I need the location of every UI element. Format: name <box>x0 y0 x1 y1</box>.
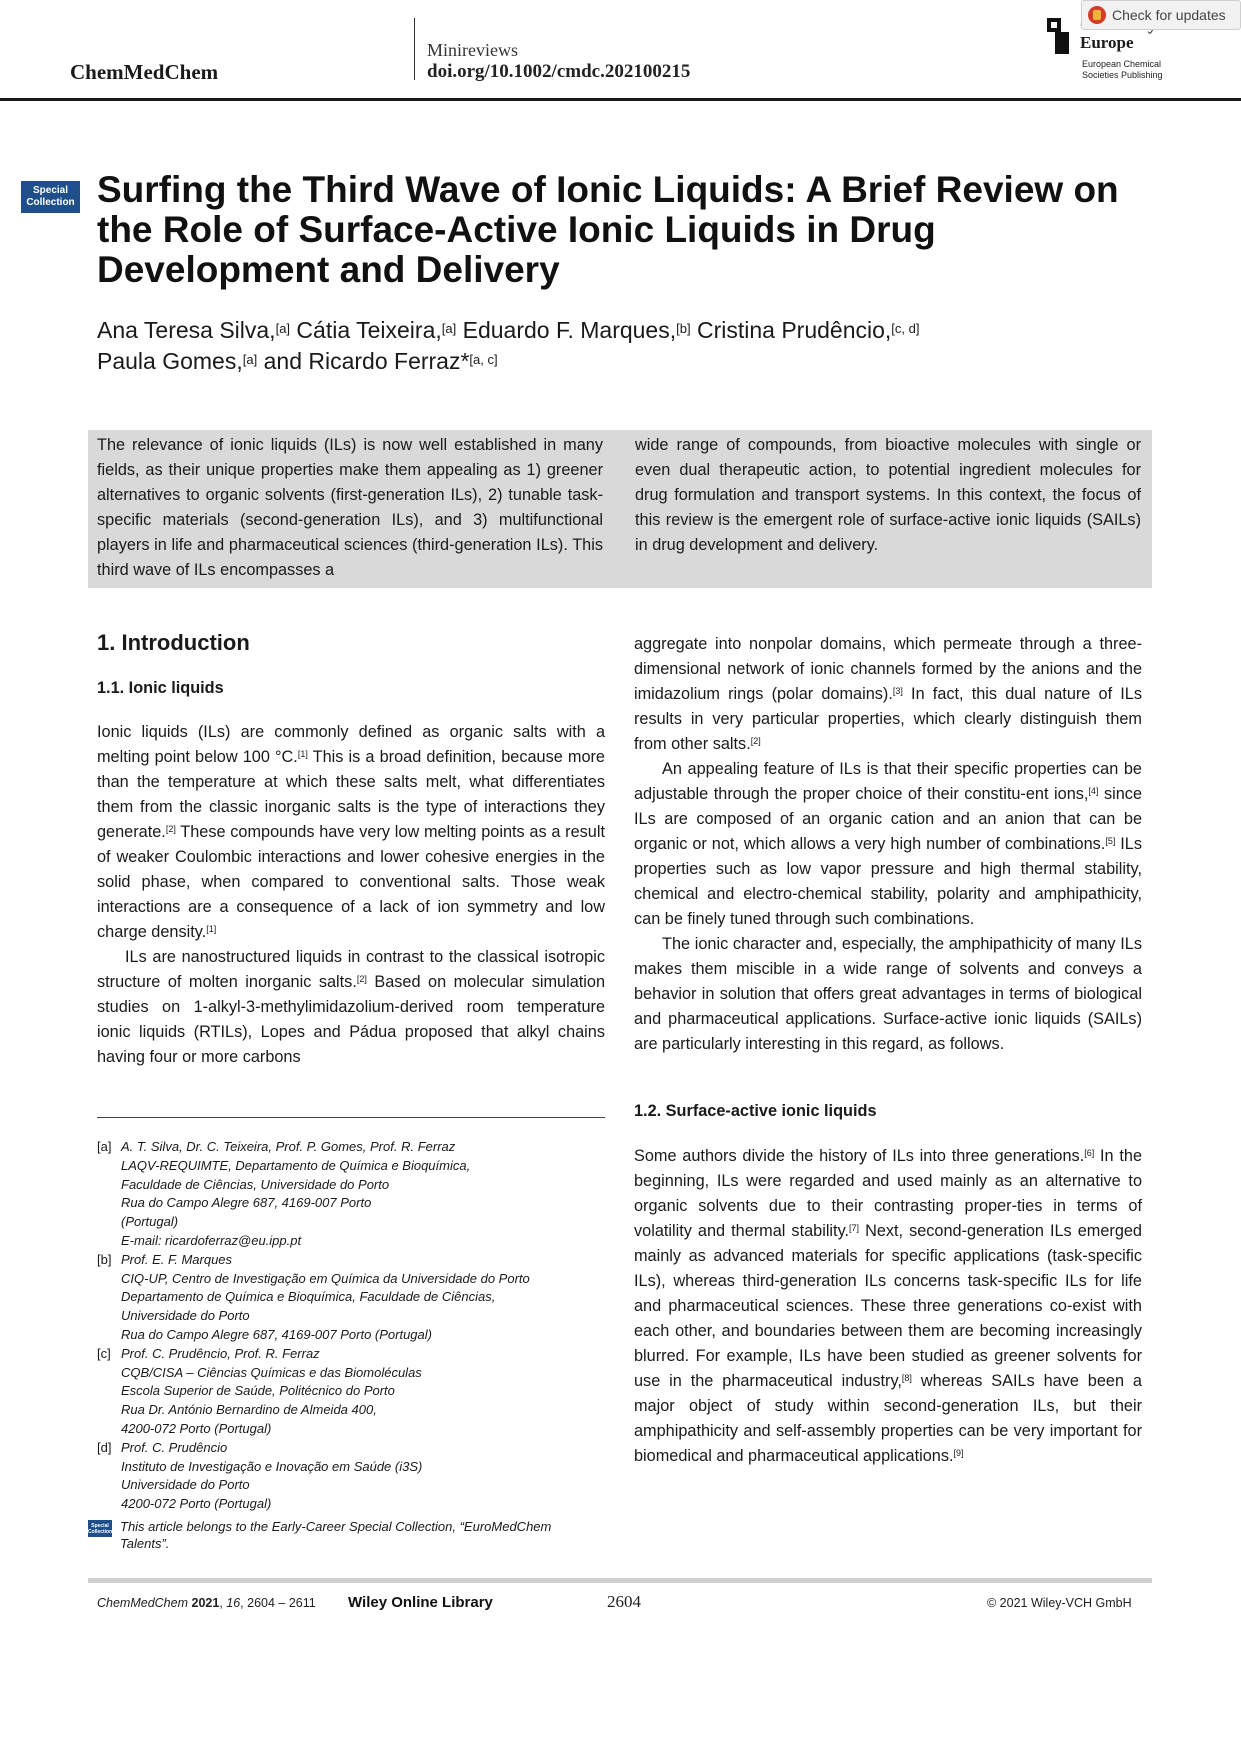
abstract-text-left: The relevance of ionic liquids (ILs) is now well established in many fields, as their unique properties make them appealing as 1) greener alternatives to organic solvents (first-generation ILs), 2) tunable task-specific materials (second-generation ILs), and 3) multifunctional players in life and pharmaceutical sciences (third-generation ILs). This third wave of ILs encompasses a <box>97 436 603 579</box>
affiliation-line: Instituto de Investigação e Inovação em Saúde (i3S) <box>121 1458 423 1474</box>
note-line2: Talents”. <box>120 1536 170 1551</box>
affiliation-tag: [a] <box>97 1139 112 1154</box>
author-silva: Ana Teresa Silva, <box>97 317 276 343</box>
title-line2: the Role of Surface-Active Ionic Liquids in Drug <box>97 209 936 250</box>
text-run: Based on molecular simulation studies on 1-alkyl-3-methylimidazolium-derived room temperature ionic liquids (RTILs), Lopes and Pádua proposed that alkyl chains having four or more carbons <box>97 973 605 1066</box>
citation[interactable]: [5] <box>1105 836 1116 846</box>
heading-surface-active-ionic-liquids: 1.2. Surface-active ionic liquids <box>634 1102 877 1120</box>
affiliation-c <box>97 1345 617 1439</box>
affiliation-line: Departamento de Química e Bioquímica, Faculdade de Ciências, <box>121 1289 496 1305</box>
paragraph <box>634 1144 1142 1469</box>
footer-year: 2021 <box>191 1596 220 1610</box>
badge-line2: Collection <box>26 197 75 208</box>
footnote-rule <box>97 1117 605 1118</box>
paragraph <box>634 757 1142 932</box>
citation[interactable]: [2] <box>750 736 761 746</box>
affiliation-line: Prof. C. Prudêncio <box>121 1439 228 1455</box>
citation[interactable]: [1] <box>206 924 217 934</box>
email-link[interactable]: E-mail: ricardoferraz@eu.ipp.pt <box>121 1232 302 1248</box>
special-collection-note <box>88 1518 618 1552</box>
affiliation-line: Faculdade de Ciências, Universidade do Porto <box>121 1176 390 1192</box>
affiliation-line: CIQ-UP, Centro de Investigação em Química da Universidade do Porto <box>121 1270 530 1286</box>
citation[interactable]: [7] <box>849 1223 860 1233</box>
affil-mark: [a, c] <box>469 352 498 367</box>
header-rule <box>0 98 1241 101</box>
badge-line2: Collection <box>88 1528 113 1535</box>
citation[interactable]: [2] <box>165 824 176 834</box>
paragraph <box>634 932 1142 1057</box>
abstract-left-column <box>97 433 603 583</box>
crossmark-icon <box>1088 6 1106 24</box>
body-right-column <box>634 632 1142 1469</box>
affiliation-line: 4200-072 Porto (Portugal) <box>121 1496 272 1512</box>
affiliation-b <box>97 1251 617 1345</box>
author-teixeira: Cátia Teixeira, <box>290 317 442 343</box>
article-title <box>97 170 1177 290</box>
doi-link[interactable]: doi.org/10.1002/cmdc.202100215 <box>427 61 691 82</box>
special-collection-badge <box>21 181 80 213</box>
text-run: whereas SAILs have been a major object of study within second-generation ILs, but their amphipathicity and self-assembly properties can be very important for biomedical and pharmaceutical applications. <box>634 1372 1142 1465</box>
paragraph <box>97 720 605 945</box>
author-ferraz: and Ricardo Ferraz <box>257 348 461 374</box>
author-list <box>97 315 919 377</box>
affiliation-line: LAQV-REQUIMTE, Departamento de Química e Bioquímica, <box>121 1157 471 1173</box>
citation[interactable]: [3] <box>892 686 903 696</box>
publisher-sub-line2: Societies Publishing <box>1082 70 1163 80</box>
affiliation-tag: [c] <box>97 1345 111 1361</box>
affiliation-line: Escola Superior de Saúde, Politécnico do Porto <box>121 1383 395 1399</box>
footer-rule <box>88 1578 1152 1583</box>
special-collection-mini-badge <box>88 1520 112 1537</box>
abstract-right-column <box>635 433 1141 558</box>
citation[interactable]: [2] <box>356 974 367 984</box>
affiliation-line: (Portugal) <box>121 1214 179 1230</box>
text-run: In the beginning, ILs were regarded and used mainly as an alternative to organic solvents due to their contrasting proper-ties in terms of volatility and thermal stability. <box>634 1147 1142 1240</box>
text-run: In fact, this dual nature of ILs results in very particular properties, which clearly distinguish them from other salts. <box>634 685 1142 753</box>
citation[interactable]: [6] <box>1084 1148 1095 1158</box>
paragraph <box>634 632 1142 757</box>
page-number: 2604 <box>607 1592 641 1611</box>
section-label: Minireviews <box>427 40 518 60</box>
affil-mark: [a] <box>441 321 457 336</box>
affiliation-a <box>97 1138 617 1251</box>
affiliation-line: Universidade do Porto <box>121 1477 250 1493</box>
chemistry-europe-logo-icon <box>1047 18 1075 54</box>
affiliation-line: 4200-072 Porto (Portugal) <box>121 1420 272 1436</box>
affil-mark: [c, d] <box>891 321 920 336</box>
citation[interactable]: [4] <box>1088 786 1099 796</box>
check-for-updates-button[interactable] <box>1081 0 1241 30</box>
paragraph <box>97 945 605 1070</box>
header-divider <box>414 18 415 80</box>
title-line3: Development and Delivery <box>97 249 560 290</box>
badge-line1: Special <box>91 1522 109 1529</box>
text-run: Next, second-generation ILs emerged mainly as advanced materials for specific applications (task-specific ILs), whereas third-generation ILs concerns task-specific ILs for life and pharmaceutical sciences. These three generations co-exist with each other, and boundaries between them are becoming increasingly blurred. For example, ILs have been studied as greener solvents for use in the pharmaceutical industry, <box>634 1222 1142 1390</box>
affil-mark: [b] <box>676 321 691 336</box>
copyright: © 2021 Wiley-VCH GmbH <box>987 1596 1132 1610</box>
body-left-column <box>97 630 605 1070</box>
text-run: This is a broad definition, because more than the temperature at which these salts melt, what differentiates them from the classic inorganic salts is the type of interactions they generate. <box>97 748 605 841</box>
text-run: ILs properties such as low vapor pressure and high thermal stability, chemical and electro-chemical stability, polarity and amphipathicity, can be finely tuned through such combinations. <box>634 835 1143 928</box>
affiliation-tag: [b] <box>97 1251 112 1267</box>
heading-introduction: 1. Introduction <box>97 630 250 655</box>
corresponding-author-mark: * <box>460 348 470 374</box>
abstract-box <box>88 430 1152 588</box>
wiley-online-library-link[interactable]: Wiley Online Library <box>348 1594 493 1611</box>
footer-volume: 16 <box>226 1596 241 1610</box>
citation[interactable]: [1] <box>297 749 308 759</box>
citation[interactable]: [8] <box>901 1373 912 1383</box>
footer-pages: 2604 – 2611 <box>247 1596 316 1610</box>
affiliation-line: Rua Dr. António Bernardino de Almeida 400, <box>121 1402 377 1418</box>
affiliation-line: CQB/CISA – Ciências Químicas e das Biomoléculas <box>121 1364 422 1380</box>
text-run: since ILs are composed of an organic cation and an anion that can be organic or not, which allows a very high number of combinations. <box>634 785 1142 853</box>
abstract-text-right: wide range of compounds, from bioactive molecules with single or even dual therapeutic action, to potential ingredient molecules for drug formulation and transport systems. In this context, the focus of this review is the emergent role of surface-active ionic liquids (SAILs) in drug development and delivery. <box>635 436 1141 554</box>
citation[interactable]: [9] <box>953 1448 964 1458</box>
author-gomes: Paula Gomes, <box>97 348 243 374</box>
check-for-updates-label: Check for updates <box>1112 7 1226 23</box>
footer-citation: ChemMedChem 2021, 16, 2604 – 2611 <box>97 1596 316 1610</box>
author-prudencio: Cristina Prudêncio, <box>690 317 892 343</box>
publisher-name-line2: Europe <box>1080 33 1134 52</box>
journal-name: ChemMedChem <box>70 60 219 84</box>
affil-mark: [a] <box>275 321 291 336</box>
text-run: ILs are nanostructured liquids in contrast to the classical isotropic structure of molten inorganic salts. <box>97 948 605 991</box>
text-run: An appealing feature of ILs is that their specific properties can be adjustable through the proper choice of their constitu-ent ions, <box>634 760 1142 803</box>
publisher-sub-line1: European Chemical <box>1082 59 1162 69</box>
text-run: The ionic character and, especially, the amphipathicity of many ILs makes them miscible in a wide range of solvents and conveys a behavior in solution that offers great advantages in terms of biological and pharmaceutical applications. Surface-active ionic liquids (SAILs) are particularly interesting in this regard, as follows. <box>634 935 1142 1053</box>
text-run: Ionic liquids (ILs) are commonly defined as organic salts with a melting point below 100 °C. <box>97 723 605 766</box>
affiliation-line: Prof. C. Prudêncio, Prof. R. Ferraz <box>121 1345 320 1361</box>
heading-ionic-liquids: 1.1. Ionic liquids <box>97 679 224 697</box>
note-line1: This article belongs to the Early-Career Special Collection, “EuroMedChem <box>120 1519 552 1534</box>
text-run: Some authors divide the history of ILs into three generations. <box>634 1147 1085 1165</box>
affiliations <box>97 1138 617 1514</box>
affiliation-line: Universidade do Porto <box>121 1308 250 1324</box>
title-line1: Surfing the Third Wave of Ionic Liquids: A Brief Review on <box>97 169 1119 210</box>
text-run: These compounds have very low melting points as a result of weaker Coulombic interactions and lower cohesive energies in the solid phase, when compared to conventional salts. Those weak interactions are a consequence of a lack of ion symmetry and low charge density. <box>97 823 605 941</box>
badge-line1: Special <box>32 185 69 196</box>
affiliation-line: Rua do Campo Alegre 687, 4169-007 Porto (Portugal) <box>121 1326 432 1342</box>
affiliation-d <box>97 1439 617 1514</box>
footer-journal: ChemMedChem <box>97 1596 189 1610</box>
affiliation-line: Prof. E. F. Marques <box>121 1251 233 1267</box>
affiliation-tag: [d] <box>97 1439 112 1455</box>
affiliation-line: A. T. Silva, Dr. C. Teixeira, Prof. P. Gomes, Prof. R. Ferraz <box>121 1139 456 1154</box>
author-marques: Eduardo F. Marques, <box>456 317 677 343</box>
text-run: aggregate into nonpolar domains, which permeate through a three-dimensional network of ionic channels formed by the anions and the imidazolium rings (polar domains). <box>634 635 1142 703</box>
affiliation-line: Rua do Campo Alegre 687, 4169-007 Porto <box>121 1195 372 1211</box>
affil-mark: [a] <box>242 352 258 367</box>
